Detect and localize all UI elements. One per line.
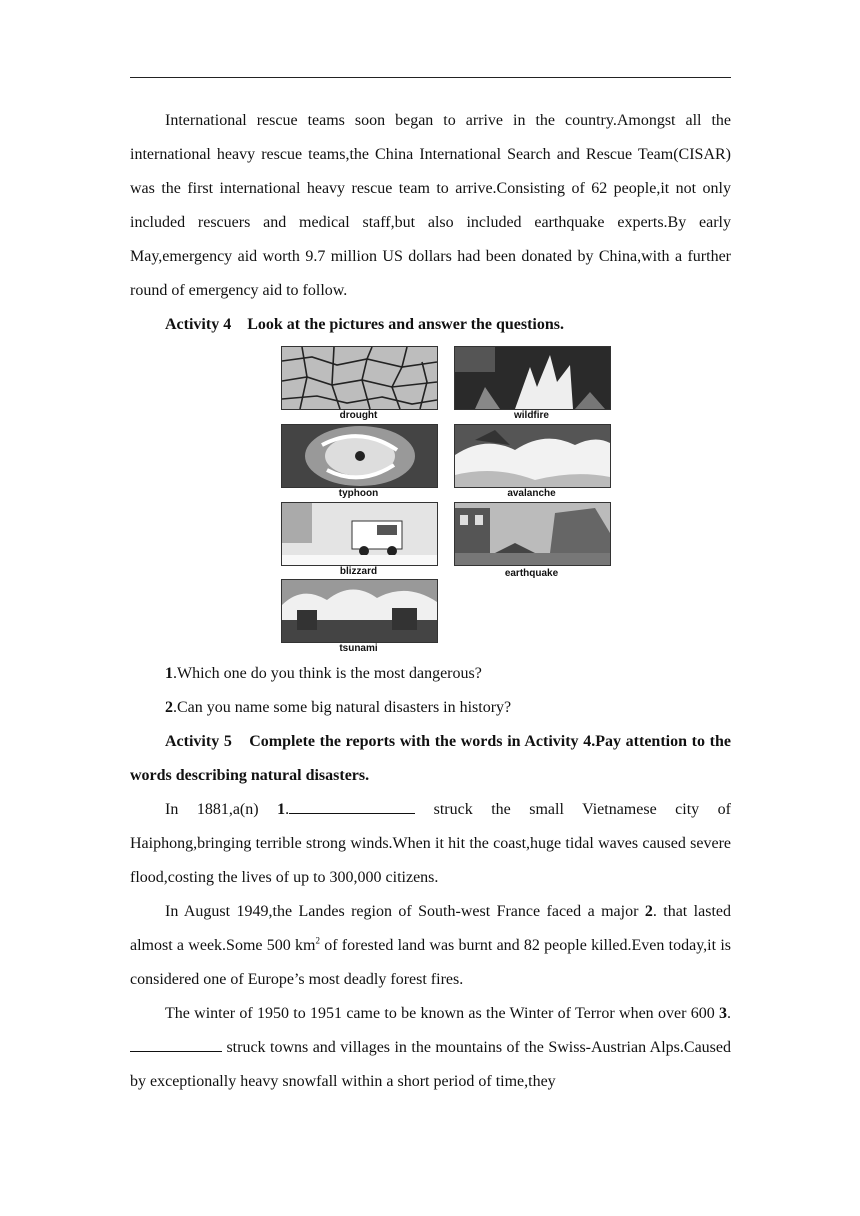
rescue-paragraph: International rescue teams soon began to arrive in the country.Amongst all the international heavy rescue teams,the China International Search and Rescue Team(CISAR) was the first international heavy rescue team to arrive.Consisting of 62 people,it not only included rescuers and medical staff,but also included earthquake experts.By early May,emergency aid worth 9.7 million US dollars had been donated by China,with a further round of emergency aid to follow.	[130, 112, 731, 299]
caption-tsunami: tsunami	[339, 643, 378, 654]
caption-drought: drought	[339, 410, 378, 421]
question-1-number: 1	[165, 665, 173, 682]
caption-earthquake: earthquake	[504, 568, 559, 579]
header-rule	[130, 77, 731, 78]
question-1	[130, 657, 731, 691]
blank-2-number: 2	[644, 903, 653, 920]
earthquake-picture	[454, 502, 611, 566]
blank-3[interactable]	[130, 1050, 222, 1052]
blank-1-number: 1	[277, 801, 286, 818]
typhoon-picture	[281, 424, 438, 488]
avalanche-picture	[454, 424, 611, 488]
report-2-rest-a: that lasted almost a week.Some 500 km	[130, 903, 731, 954]
question-2-number: 2	[165, 699, 173, 716]
blank-1-dot: .	[285, 801, 290, 818]
tsunami-picture	[281, 579, 438, 643]
drought-picture	[281, 346, 438, 410]
superscript-2: 2	[315, 935, 320, 946]
activity5-heading: Activity 5 Complete the reports with the words in Activity 4.Pay attention to the words describing natural disasters.	[130, 733, 731, 784]
blank-3-number: 3	[719, 1005, 727, 1022]
caption-wildfire: wildfire	[513, 410, 549, 421]
report-2-rest-b: of forested land was burnt and 82 people killed.Even today,it is considered one of Europe’s most deadly forest fires.	[130, 937, 731, 988]
report-1-intro: In 1881,a(n)	[165, 801, 278, 818]
disaster-pictures	[130, 346, 731, 654]
activity4-heading: Activity 4 Look at the pictures and answer the questions.	[165, 316, 564, 333]
report-2	[130, 895, 731, 997]
blank-2-dot: .	[652, 903, 657, 920]
question-2-text: .Can you name some big natural disasters in history?	[173, 699, 512, 716]
question-1-text: .Which one do you think is the most dangerous?	[173, 665, 482, 682]
report-3	[130, 997, 731, 1099]
page-body	[130, 104, 731, 1099]
caption-avalanche: avalanche	[507, 488, 556, 499]
report-3-intro: The winter of 1950 to 1951 came to be known as the Winter of Terror when over 600	[165, 1005, 719, 1022]
report-1	[130, 793, 731, 895]
report-3-rest: struck towns and villages in the mountains of the Swiss-Austrian Alps.Caused by exceptionally heavy snowfall within a short period of time,they	[130, 1039, 731, 1090]
report-2-intro: In August 1949,the Landes region of South-west France faced a major	[165, 903, 645, 920]
report-1-rest: struck the small Vietnamese city of Haiphong,bringing terrible strong winds.When it hit the coast,huge tidal waves caused severe flood,costing the lives of up to 300,000 citizens.	[130, 801, 731, 886]
caption-typhoon: typhoon	[338, 488, 379, 499]
blank-1[interactable]	[289, 812, 415, 814]
question-2	[130, 691, 731, 725]
wildfire-picture	[454, 346, 611, 410]
blizzard-picture	[281, 502, 438, 566]
caption-blizzard: blizzard	[339, 566, 378, 577]
blank-3-dot: .	[727, 1005, 731, 1022]
